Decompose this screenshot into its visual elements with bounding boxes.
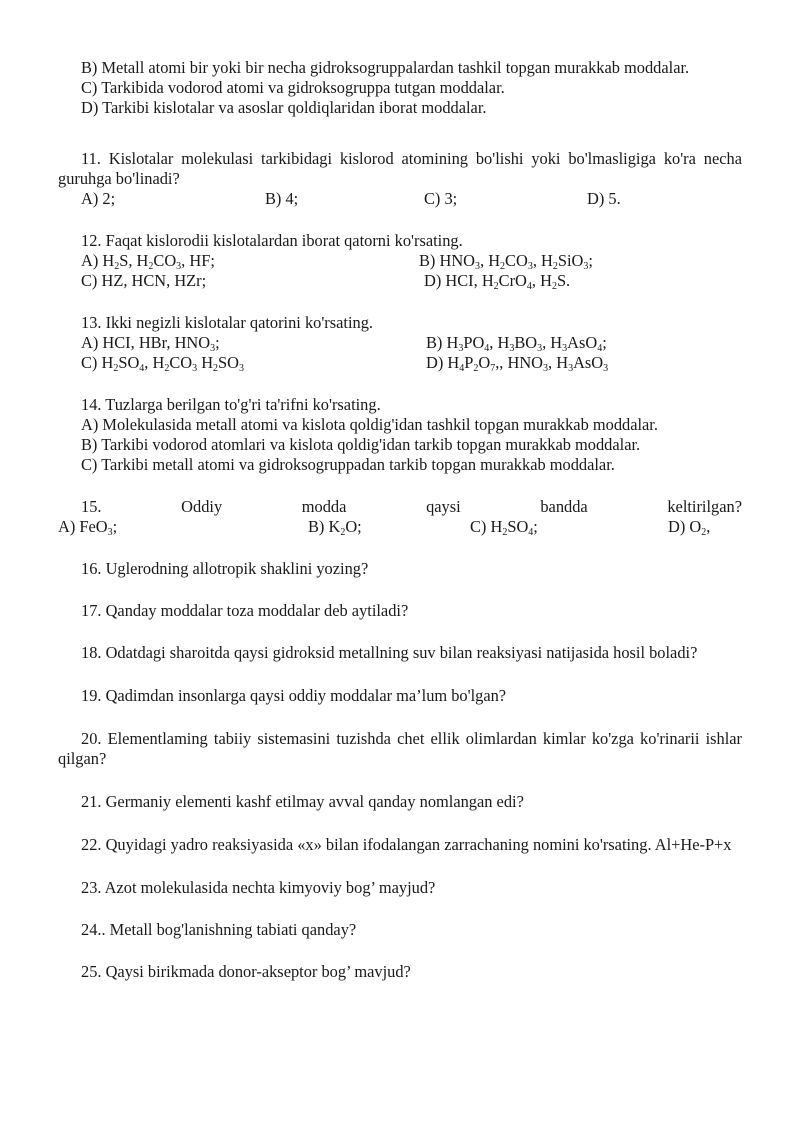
q11-option-d: D) 5. [587,189,621,208]
q13-option-b: B) $H_3PO_4$, $H_3BO_3$, $H_3AsO_4$; [426,333,607,354]
q18-question: 18. Odatdagi sharoitda qaysi gidroksid metallning suv bilan reaksiyasi natijasida hosil boladi? [81,643,698,662]
q15-option-b: B) $K_2O$; [308,517,362,538]
q15-question: 15. Oddiy modda qaysi bandda keltirilgan? [81,497,742,516]
q16-question: 16. Uglerodning allotropik shaklini yozing? [81,559,369,578]
q11-option-c: C) 3; [424,189,458,208]
q21-question: 21. Germaniy elementi kashf etilmay avval qanday nomlangan edi? [81,792,524,811]
q12-option-d: D) HCI, $H_2CrO_4$, $H_2S$. [424,271,571,292]
q15-option-a: A) FeO$_3$; [58,517,118,538]
q22-question: 22. Quyidagi yadro reaksiyasida «x» bilan ifodalangan zarrachaning nomini ko'rsating. Al+He-P+x [81,835,732,854]
q20-question: 20. Elementlaming tabiiy sistemasini tuzishda chet ellik olimlardan kimlar ko'zga ko'rinarii ishlar qilgan? [58,729,742,768]
q14-option-a: A) Molekulasida metall atomi va kislota qoldig'idan tashkil topgan murakkab moddalar. [81,415,658,434]
q10-option-c: C) Tarkibida vodorod atomi va gidroksogruppa tutgan moddalar. [81,78,505,97]
q13-option-d: D) $H_4P_2O_7$,, $HNO_3$, $H_3AsO_3$ [426,353,609,374]
q11-option-a: A) 2; [81,189,116,208]
q23-question: 23. Azot molekulasida nechta kimyoviy bog’ mayjud? [81,878,436,897]
q10-option-b: B) Metall atomi bir yoki bir necha gidroksogruppalardan tashkil topgan murakkab moddalar. [81,58,690,77]
q11-question: 11. Kislotalar molekulasi tarkibidagi kislorod atomining bo'lishi yoki bo'lmasligiga ko'ra necha guruhga bo'linadi? [58,149,742,188]
q12-option-a: A) $H_2S$, $H_2CO_3$, HF; [81,251,215,272]
q11-option-b: B) 4; [265,189,299,208]
q19-question: 19. Qadimdan insonlarga qaysi oddiy moddalar ma’lum bo'lgan? [81,686,507,705]
document-page [58,58,742,982]
q24-question: 24.. Metall bog'lanishning tabiati qanday? [81,920,357,939]
q17-question: 17. Qanday moddalar toza moddalar deb aytiladi? [81,601,409,620]
q13-option-a: A) HCI, HBr, $HNO_3$; [81,333,220,354]
q14-option-c: C) Tarkibi metall atomi va gidroksogruppadan tarkib topgan murakkab moddalar. [81,455,615,474]
q11-options [58,189,742,209]
q15-option-d: D) $O_2$, [668,517,711,538]
q15-option-c: C) $H_2SO_4$; [470,517,538,538]
q10-option-d: D) Tarkibi kislotalar va asoslar qoldiqlaridan iborat moddalar. [81,98,487,117]
q14-option-b: B) Tarkibi vodorod atomlari va kislota qoldig'idan tarkib topgan murakkab moddalar. [81,435,641,454]
q13-option-c: C) $H_2SO_4$, $H_2CO_3$ $H_2SO_3$ [81,353,244,374]
q14-question: 14. Tuzlarga berilgan to'g'ri ta'rifni ko'rsating. [81,395,381,414]
q25-question: 25. Qaysi birikmada donor-akseptor bog’ mavjud? [81,962,411,981]
q12-option-c: C) HZ, HCN, HZr; [81,271,207,290]
q13-question: 13. Ikki negizli kislotalar qatorini ko'rsating. [81,313,374,332]
q12-question: 12. Faqat kislorodii kislotalardan iborat qatorni ko'rsating. [81,231,463,250]
q12-option-b: B) $HNO_3$, $H_2CO_3$, $H_2SiO_3$; [419,251,593,272]
